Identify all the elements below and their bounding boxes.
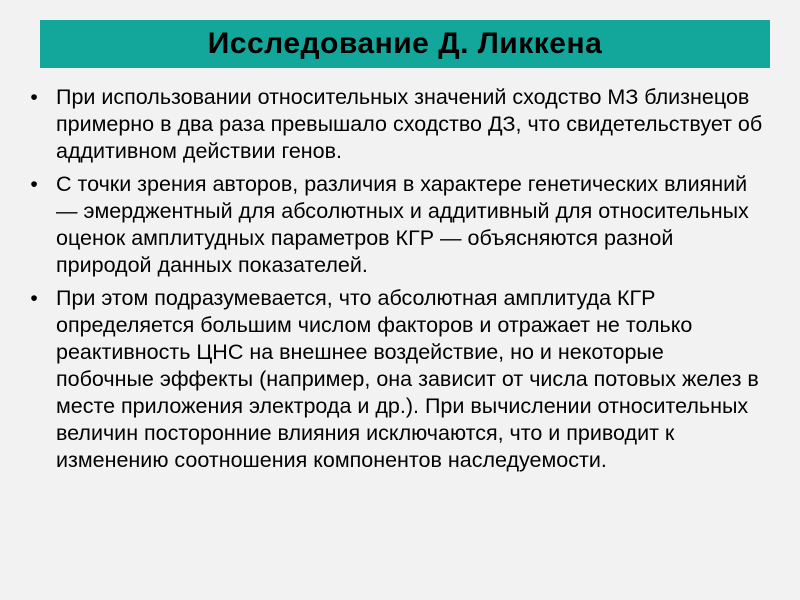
bullet-text-3: При этом подразумевается, что абсолютная амплитуда КГР определяется большим числом факторов и отражает не только реактивность ЦНС на внешнее воздействие, но и некоторые побочные эффекты (например, она зависит от числа потовых желез в месте приложения электрода и др.). При вычислении относительных величин посторонние влияния исключаются, что и приводит к изменению соотношения компонентов наследуемости. [56, 286, 759, 472]
bullet-item-2 [24, 171, 764, 279]
bullet-text-2: С точки зрения авторов, различия в характере генетических влияний — эмерджентный для абсолютных и аддитивный для относительных оценок амплитудных параметров КГР — объясняются разной природой данных показателей. [56, 172, 749, 277]
bullet-marker: • [30, 86, 38, 109]
bullet-text-1: При использовании относительных значений сходство МЗ близнецов примерно в два раза превышало сходство ДЗ, что свидетельствует об аддитивном действии генов. [56, 85, 763, 163]
bullet-marker: • [30, 287, 38, 310]
slide-title: Исследование Д. Ликкена [207, 27, 603, 60]
title-bar [40, 20, 770, 68]
bullet-marker: • [30, 173, 38, 196]
bullet-list [24, 84, 764, 480]
bullet-item-3 [24, 285, 764, 474]
bullet-item-1 [24, 84, 764, 165]
